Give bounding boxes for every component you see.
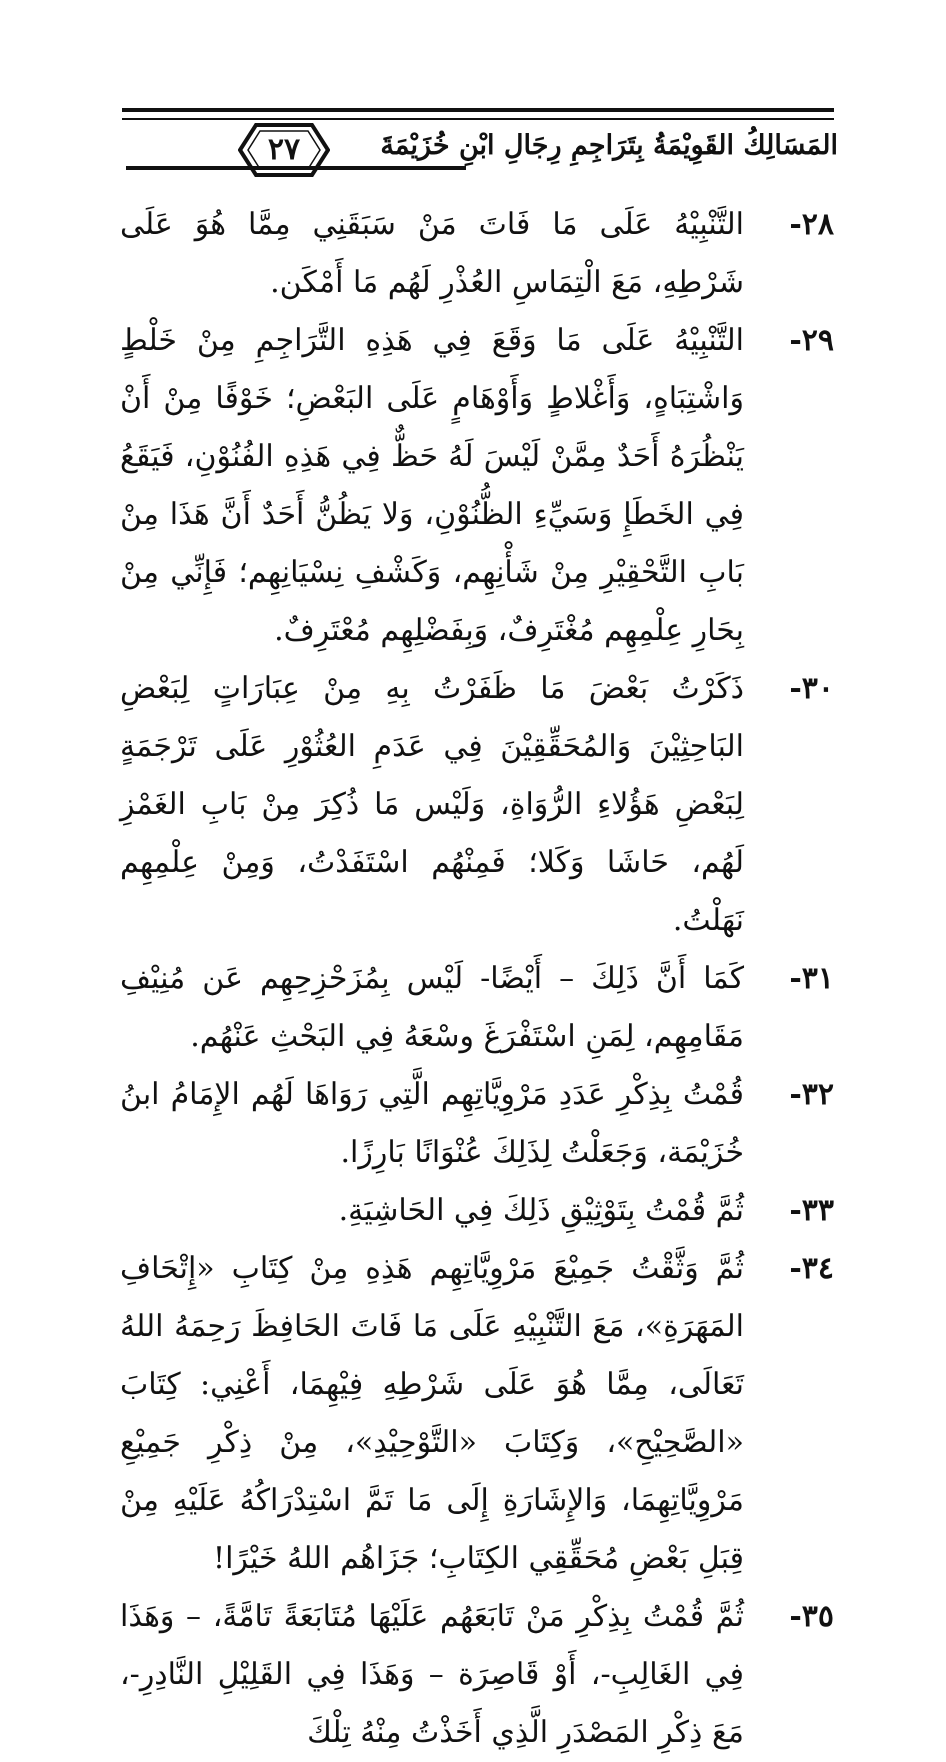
list-item — [120, 1240, 834, 1588]
header-rule-thick — [122, 108, 834, 112]
list-item — [120, 660, 834, 950]
item-text: كَمَا أَنَّ ذَلِكَ – أَيْضًا- لَيْس بِمُزَحْزِحِهِم عَن مُنِيْفِ مَقَامِهِم، لِمَنِ اسْتَفْرَغَ وسْعَهُ فِي البَحْثِ عَنْهُم. — [120, 961, 744, 1054]
page-number-ornament — [238, 121, 330, 179]
item-number: ٣٥- — [789, 1599, 834, 1634]
item-text: قُمْتُ بِذِكْرِ عَدَدِ مَرْوِيَّاتِهِم الَّتِي رَوَاهَا لَهُم الإِمَامُ ابنُ خُزَيْمَة، وَجَعَلْتُ لِذَلِكَ عُنْوَانًا بَارِزًا. — [120, 1077, 744, 1170]
item-number: ٣٤- — [789, 1251, 834, 1286]
item-text: ذَكَرْتُ بَعْضَ مَا ظَفَرْتُ بِهِ مِنْ عِبَارَاتٍ لِبَعْضِ البَاحِثِيْنَ وَالمُحَقِّقِيْنَ فِي عَدَمِ العُثُوْرِ عَلَى تَرْجَمَةٍ لِبَعْضِ هَؤُلاءِ الرُّوَاةِ، وَلَيْس مَا ذُكِرَ مِنْ بَابِ الغَمْزِ لَهُم، حَاشَا وَكَلا؛ فَمِنْهُم اسْتَفَدْتُ، وَمِنْ عِلْمِهِم نَهَلْتُ. — [120, 671, 744, 938]
item-number: ٣٠- — [789, 671, 834, 706]
page-number: ٢٧ — [267, 132, 301, 167]
item-number: ٢٨- — [789, 207, 834, 242]
item-number: ٣١- — [789, 961, 834, 996]
item-text: ثُمَّ وَثَّقْتُ جَمِيْعَ مَرْوِيَّاتِهِم هَذِهِ مِنْ كِتَابِ «إِتْحَافِ المَهَرَةِ»، مَعَ التَّنْبِيْهِ عَلَى مَا فَاتَ الحَافِظَ رَحِمَهُ اللهُ تَعَالَى، مِمَّا هُوَ عَلَى شَرْطِهِ فِيْهِمَا، أَعْنِي: كِتَابَ «الصَّحِيْحِ»، وَكِتَابَ «التَّوْحِيْدِ»، مِنْ ذِكْرِ جَمِيْعِ مَرْوِيَّاتِهِمَا، وَالإِشَارَةِ إِلَى مَا تَمَّ اسْتِدْرَاكُهُ عَلَيْهِ مِنْ قِبَلِ بَعْضِ مُحَقِّقِي الكِتَابِ؛ جَزَاهُم اللهُ خَيْرًا! — [120, 1251, 744, 1576]
item-text: ثُمَّ قُمْتُ بِتَوْثِيْقِ ذَلِكَ فِي الحَاشِيَةِ. — [338, 1193, 744, 1228]
item-number: ٢٩- — [789, 323, 834, 358]
running-title: المَسَالِكُ القَوِيْمَةُ بِتَرَاجِمِ رِجَالِ ابْنِ خُزَيْمَةَ — [380, 130, 838, 161]
item-text: التَّنْبِيْهُ عَلَى مَا فَاتَ مَنْ سَبَقَنِي مِمَّا هُوَ عَلَى شَرْطِهِ، مَعَ الْتِمَاسِ العُذْرِ لَهُم مَا أَمْكَن. — [120, 207, 744, 300]
item-number: ٣٣- — [789, 1193, 834, 1228]
item-text: ثُمَّ قُمْتُ بِذِكْرِ مَنْ تَابَعَهُم عَلَيْهَا مُتَابَعَةً تَامَّةً، – وَهَذَا فِي الغَالِبِ-، أَوْ قَاصِرَة – وَهَذَا فِي القَلِيْلِ النَّادِرِ-، مَعَ ذِكْرِ المَصْدَرِ الَّذِي أَخَذْتُ مِنْهُ تِلْكَ — [120, 1599, 744, 1750]
list-item — [120, 950, 834, 1066]
list-item — [120, 312, 834, 660]
header-rules — [122, 108, 834, 128]
list-item — [120, 1182, 834, 1240]
header-rule-thin — [122, 118, 834, 120]
list-item — [120, 1588, 834, 1762]
item-text: التَّنْبِيْهُ عَلَى مَا وَقَعَ فِي هَذِهِ التَّرَاجِمِ مِنْ خَلْطٍ وَاشْتِبَاهٍ، وَأَغْلاطٍ وَأَوْهَامٍ عَلَى البَعْضِ؛ خَوْفًا مِنْ أَنْ يَنْظُرَهُ أَحَدٌ مِمَّنْ لَيْسَ لَهُ حَظٌّ فِي هَذِهِ الفُنُوْنِ، فَيَقَعُ فِي الخَطَإِ وَسَيِّءِ الظُّنُوْنِ، وَلا يَظُنُّ أَحَدٌ أَنَّ هَذَا مِنْ بَابِ التَّحْقِيْرِ مِنْ شَأْنِهِم، وَكَشْفِ نِسْيَانِهِم؛ فَإِنِّي مِنْ بِحَارِ عِلْمِهِم مُغْتَرِفٌ، وَبِفَضْلِهِم مُعْتَرِفٌ. — [120, 323, 744, 648]
list-item — [120, 196, 834, 312]
numbered-list — [120, 196, 834, 1762]
item-number: ٣٢- — [789, 1077, 834, 1112]
list-item — [120, 1066, 834, 1182]
